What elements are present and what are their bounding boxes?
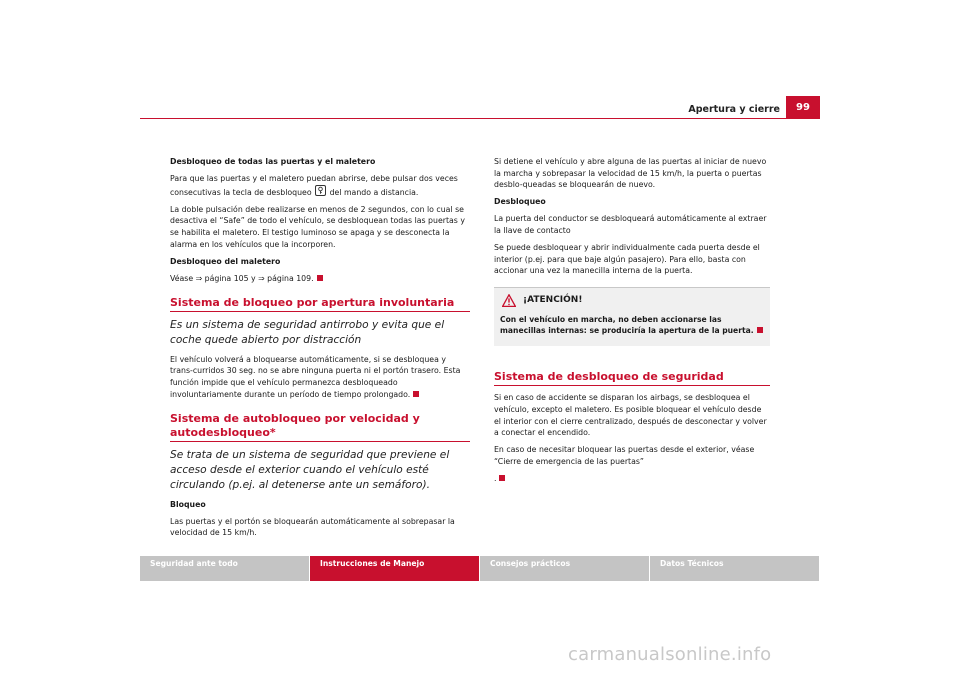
warning-title: ¡ATENCIÓN!	[523, 294, 583, 305]
header-title: Apertura y cierre	[688, 104, 780, 115]
page-number: 99	[786, 96, 820, 118]
footer-tab-technical-data[interactable]: Datos Técnicos	[650, 556, 819, 581]
section-title-speed-lock: Sistema de autobloqueo por velocidad y autodesbloqueo*	[170, 412, 470, 442]
paragraph-double-press: La doble pulsación debe realizarse en menos de 2 segundos, con lo cual se desactiva el “Safe” de todo el vehículo, se desbloquean todas las puertas y se habilita el maletero. El testigo luminoso se apaga y se desconecta la alarma en los vehículos que la incorporen.	[170, 204, 465, 249]
paragraph-individual-unlock: Se puede desbloquear y abrir individualmente cada puerta desde el interior (p.ej. para que baje algún pasajero). Para ello, basta con accionar una vez la manecilla interna de la puerta.	[494, 243, 760, 276]
paragraph-unlock-all	[170, 173, 470, 198]
footer-tab-practical-tips[interactable]: Consejos prácticos	[480, 556, 649, 581]
end-mark	[499, 475, 505, 481]
trunk-ref-text: Véase ⇒ página 105 y ⇒ página 109.	[170, 273, 314, 283]
paragraph-involuntary-lock	[170, 354, 470, 400]
subheading-trunk-unlock: Desbloqueo del maletero	[170, 256, 281, 266]
paragraph-end	[494, 473, 770, 485]
left-column	[170, 156, 470, 545]
paragraph-trunk-ref	[170, 273, 470, 285]
subheading-unlock: Desbloqueo	[494, 197, 546, 207]
paragraph-driver-unlock: La puerta del conductor se desbloqueará automáticamente al extraer la llave de contacto	[494, 214, 767, 235]
right-column	[494, 156, 770, 490]
paragraph-lock: Las puertas y el portón se bloquearán automáticamente al sobrepasar la velocidad de 15 km/h.	[170, 516, 455, 538]
subheading-unlock-all: Desbloqueo de todas las puertas y el maletero	[170, 157, 376, 166]
warning-box	[494, 287, 770, 347]
end-mark	[413, 391, 419, 397]
text-after-icon: del mando a distancia.	[327, 187, 419, 197]
section-intro-speed-lock: Se trata de un sistema de seguridad que previene el acceso desde el exterior cuando el vehículo esté circulando (p.ej. al detenerse ante un semáforo).	[170, 449, 450, 492]
warning-triangle-icon	[502, 294, 516, 307]
subheading-lock: Bloqueo	[170, 499, 206, 509]
section-intro-involuntary-lock: Es un sistema de seguridad antirrobo y evita que el coche quede abierto por distracción	[170, 319, 445, 347]
paragraph-emergency-lock: En caso de necesitar bloquear las puertas desde el exterior, véase “Cierre de emergencia de las puertas”	[494, 445, 755, 466]
involuntary-lock-text: El vehículo volverá a bloquearse automáticamente, si se desbloquea y trans-curridos 30 seg. no se abre ninguna puerta ni el portón trasero. Esta función impide que el vehículo permanezca desbloqueado involuntariamente durante un período de tiempo prolongado.	[170, 354, 461, 399]
watermark: carmanualsonline.info	[568, 644, 772, 665]
footer-nav	[140, 556, 820, 581]
header-rule	[140, 118, 820, 119]
footer-tab-safety[interactable]: Seguridad ante todo	[140, 556, 309, 581]
end-mark	[757, 327, 763, 333]
warning-body: Con el vehículo en marcha, no deben accionarse las manecillas internas: se produciría la apertura de la puerta.	[500, 314, 754, 335]
paragraph-airbag-unlock: Si en caso de accidente se disparan los airbags, se desbloquea el vehículo, excepto el maletero. Es posible bloquear el vehículo desde el interior con el cierre centralizado, después de desconectar y volver a conectar el encendido.	[494, 393, 767, 438]
warning-text	[500, 314, 764, 336]
text-before-icon: Para que las puertas y el maletero puedan abrirse, debe pulsar dos veces consecutivas la tecla de desbloqueo	[170, 174, 458, 197]
end-mark	[317, 275, 323, 281]
warning-header	[500, 294, 764, 307]
paragraph-relock: Si detiene el vehículo y abre alguna de las puertas al iniciar de nuevo la marcha y sobrepasar la velocidad de 15 km/h, la puerta o puertas desblo-queadas se bloquearán de nuevo.	[494, 157, 767, 190]
unlock-key-icon	[315, 185, 326, 196]
end-dot: .	[494, 473, 497, 483]
section-title-safety-unlock: Sistema de desbloqueo de seguridad	[494, 370, 770, 386]
section-title-involuntary-lock: Sistema de bloqueo por apertura involuntaria	[170, 296, 470, 312]
footer-tab-operating-instructions[interactable]: Instrucciones de Manejo	[310, 556, 479, 581]
